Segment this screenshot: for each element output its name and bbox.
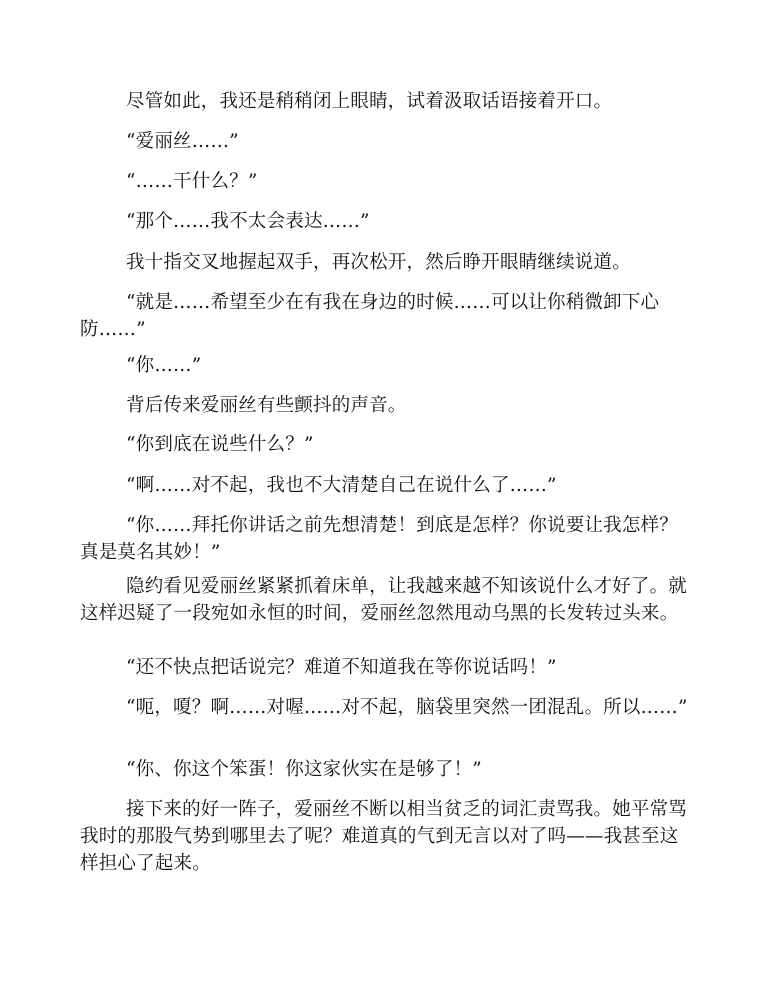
paragraph: “呃，嗄？啊……对喔……对不起，脑袋里突然一团混乱。所以……” [126, 697, 688, 718]
paragraph: 隐约看见爱丽丝紧紧抓着床单，让我越来越不知该说什么才好了。就这样迟疑了一段宛如永恒的时间，爱丽丝忽然甩动乌黑的长发转过头来。 [80, 576, 688, 624]
paragraph: 我十指交叉地握起双手，再次松开，然后睁开眼睛继续说道。 [126, 252, 631, 273]
paragraph: “你到底在说些什么？” [126, 434, 314, 455]
paragraph: “爱丽丝……” [126, 131, 239, 152]
paragraph: 尽管如此，我还是稍稍闭上眼睛，试着汲取话语接着开口。 [126, 91, 613, 112]
paragraph: 背后传来爱丽丝有些颤抖的声音。 [126, 395, 407, 416]
paragraph: “你……” [126, 355, 202, 376]
paragraph: “还不快点把话说完？难道不知道我在等你说话吗！” [126, 657, 557, 678]
paragraph: “……干什么？” [126, 171, 258, 192]
paragraph: “啊……对不起，我也不大清楚自己在说什么了……” [126, 475, 557, 496]
paragraph: “就是……希望至少在有我在身边的时候……可以让你稍微卸下心防……” [80, 292, 660, 340]
paragraph: “你……拜托你讲话之前先想清楚！到底是怎样？你说要让我怎样？真是莫名其妙！” [80, 515, 678, 563]
paragraph: “你、你这个笨蛋！你这家伙实在是够了！” [126, 759, 482, 780]
paragraph: 接下来的好一阵子，爱丽丝不断以相当贫乏的词汇责骂我。她平常骂我时的那股气势到哪里去了呢？难道真的气到无言以对了吗——我甚至这样担心了起来。 [80, 799, 688, 874]
paragraph: “那个……我不太会表达……” [126, 211, 370, 232]
